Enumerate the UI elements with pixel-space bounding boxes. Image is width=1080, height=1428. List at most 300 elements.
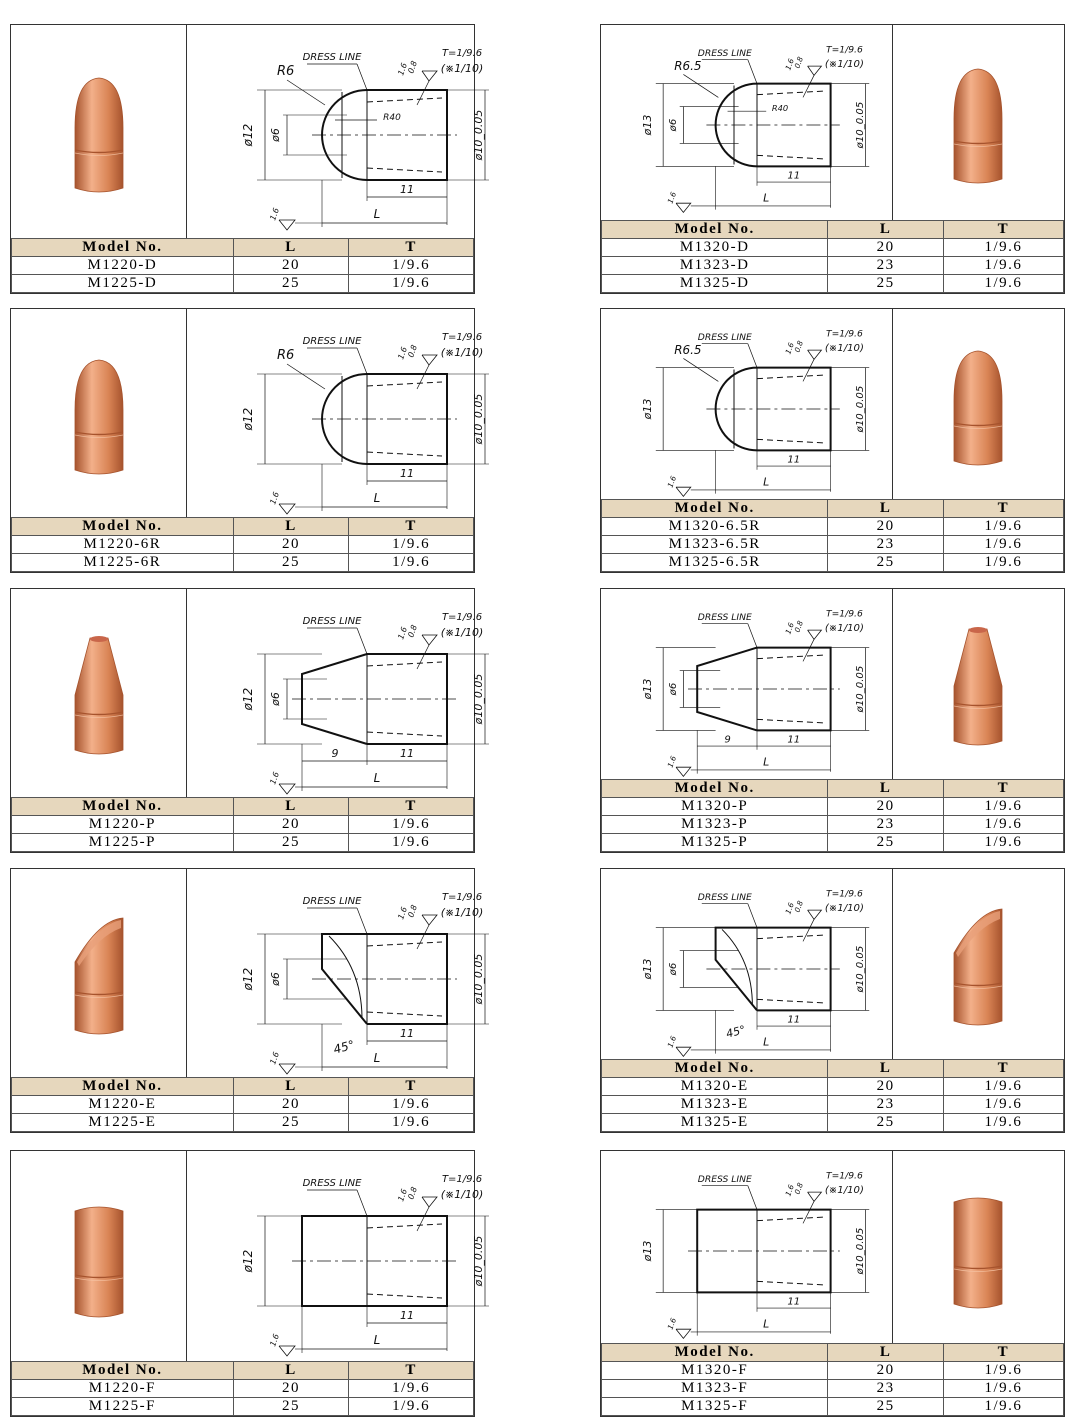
- shank-length-label: 11: [787, 170, 801, 182]
- roughness-label: 1.6: [268, 206, 282, 222]
- length-label: L: [373, 1051, 381, 1065]
- table-row: [12, 1114, 474, 1132]
- dress-line-label: DRESS LINE: [302, 1178, 362, 1189]
- tip-radius-label: R6: [277, 348, 295, 363]
- technical-drawing: [241, 892, 489, 1074]
- chamfer-angle-label: 45°: [331, 1037, 357, 1057]
- spec-table: [11, 1361, 474, 1416]
- technical-drawing: [241, 332, 489, 514]
- electrode-cap-photo: [75, 1207, 123, 1317]
- product-photo: [892, 309, 1064, 502]
- roughness-symbol: [422, 71, 437, 81]
- length-value: 25: [233, 275, 349, 293]
- length-label: L: [763, 191, 770, 205]
- product-card: [10, 868, 485, 1133]
- roughness-label: 1.6: [665, 474, 679, 489]
- dimension-drawing: [601, 589, 892, 782]
- table-row: [12, 1398, 474, 1416]
- table-row: [602, 816, 1064, 834]
- roughness-label: 1.6: [665, 1034, 679, 1049]
- dress-line-label: DRESS LINE: [697, 48, 752, 59]
- taper-value: 1/9.6: [349, 275, 474, 293]
- taper-header: T: [349, 239, 474, 257]
- length-value: 23: [828, 1380, 944, 1398]
- roughness-label: 1.6: [396, 625, 410, 641]
- spec-table: [601, 779, 1064, 852]
- body-diameter-label: ø13: [641, 1240, 655, 1262]
- body-diameter-label: ø13: [641, 678, 655, 700]
- shank-length-label: 11: [787, 454, 801, 466]
- roughness-label: 1.6: [783, 57, 796, 72]
- scale-label: (※1/10): [440, 1188, 484, 1201]
- taper-value: 1/9.6: [943, 1114, 1063, 1132]
- taper-hidden-line: [367, 662, 442, 666]
- model-no-header: Model No.: [12, 1078, 234, 1096]
- model-number: M1325-D: [602, 275, 828, 293]
- taper-value: 1/9.6: [943, 1096, 1063, 1114]
- taper-label: T=1/9.6: [825, 1170, 863, 1182]
- table-row: [12, 536, 474, 554]
- roughness-symbol: [422, 355, 437, 365]
- length-value: 20: [233, 816, 349, 834]
- product-photo: [892, 1151, 1064, 1346]
- dimension-drawing: [601, 869, 892, 1062]
- model-no-header: Model No.: [602, 221, 828, 239]
- dimension-drawing: [601, 1151, 892, 1346]
- scale-label: (※1/10): [824, 1185, 864, 1197]
- spec-table-header: [12, 1078, 474, 1096]
- tip-radius-label: R6.5: [674, 58, 702, 73]
- length-label: L: [373, 771, 381, 785]
- product-photo: [11, 1151, 186, 1364]
- dress-line-label: DRESS LINE: [302, 896, 362, 907]
- body-diameter-label: ø13: [641, 114, 655, 136]
- length-value: 20: [233, 536, 349, 554]
- electrode-cap-photo: [954, 1198, 1002, 1308]
- roughness-label: 1.6: [783, 341, 796, 356]
- electrode-cap-photo: [954, 909, 1002, 1025]
- table-row: [602, 1398, 1064, 1416]
- product-figure: [11, 309, 485, 520]
- spec-table: [601, 499, 1064, 572]
- length-label: L: [763, 1035, 770, 1049]
- taper-hidden-line: [757, 655, 826, 659]
- dress-line-label: DRESS LINE: [697, 1174, 752, 1185]
- roughness-label: 1.6: [783, 901, 796, 916]
- model-no-header: Model No.: [12, 239, 234, 257]
- taper-label: T=1/9.6: [441, 892, 483, 903]
- taper-label: T=1/9.6: [441, 332, 483, 343]
- dress-line-label: DRESS LINE: [302, 52, 362, 63]
- chamfer-angle-label: 45°: [724, 1023, 747, 1041]
- scale-label: (※1/10): [440, 62, 484, 75]
- chamfer-arc: [329, 936, 362, 1019]
- model-number: M1325-P: [602, 834, 828, 852]
- taper-value: 1/9.6: [349, 554, 474, 572]
- roughness-label: 1.6: [268, 1332, 282, 1348]
- model-number: M1320-E: [602, 1078, 828, 1096]
- electrode-cap-photo: [75, 78, 123, 192]
- product-photo: [11, 869, 186, 1080]
- spec-table: [601, 220, 1064, 293]
- dress-line-label: DRESS LINE: [302, 616, 362, 627]
- length-header: L: [233, 1078, 349, 1096]
- table-row: [602, 275, 1064, 293]
- roughness-label: 1.6: [396, 1187, 410, 1203]
- spec-table-header: [602, 780, 1064, 798]
- model-number: M1323-F: [602, 1380, 828, 1398]
- roughness-symbol: [808, 350, 822, 359]
- model-no-header: Model No.: [12, 1362, 234, 1380]
- model-number: M1220-E: [12, 1096, 234, 1114]
- product-figure: [601, 309, 1064, 502]
- taper-hidden-line: [757, 1217, 826, 1221]
- taper-label: T=1/9.6: [441, 48, 483, 59]
- length-header: L: [233, 518, 349, 536]
- model-number: M1320-F: [602, 1362, 828, 1380]
- model-no-header: Model No.: [12, 518, 234, 536]
- dimension-drawing: [601, 25, 892, 223]
- model-no-header: Model No.: [602, 500, 828, 518]
- model-no-header: Model No.: [602, 1060, 828, 1078]
- taper-header: T: [349, 1362, 474, 1380]
- roughness-symbol: [808, 1192, 822, 1201]
- model-number: M1225-E: [12, 1114, 234, 1132]
- taper-hidden-line: [757, 375, 826, 379]
- length-header: L: [233, 239, 349, 257]
- product-figure: [11, 25, 485, 241]
- taper-value: 1/9.6: [943, 1362, 1063, 1380]
- product-card: [600, 308, 1065, 573]
- taper-label: T=1/9.6: [825, 44, 863, 56]
- length-label: L: [373, 491, 381, 505]
- table-row: [602, 1114, 1064, 1132]
- body-diameter-label: ø13: [641, 958, 655, 980]
- model-number: M1320-6.5R: [602, 518, 828, 536]
- table-row: [602, 1096, 1064, 1114]
- roughness-symbol: [808, 66, 822, 75]
- shank-diameter-label: ø10_0.05: [854, 945, 866, 993]
- taper-value: 1/9.6: [943, 257, 1063, 275]
- body-diameter-label: ø12: [241, 687, 255, 711]
- taper-value: 1/9.6: [943, 275, 1063, 293]
- shank-diameter-label: ø10_0.05: [854, 1227, 866, 1275]
- length-label: L: [763, 1317, 770, 1331]
- cone-length-label: 9: [724, 734, 731, 746]
- technical-drawing: [641, 1170, 869, 1338]
- technical-drawing: [241, 1174, 489, 1356]
- shank-length-label: 11: [400, 747, 414, 760]
- body-diameter-label: ø12: [241, 407, 255, 431]
- cone-length-label: 9: [331, 747, 339, 760]
- model-number: M1323-P: [602, 816, 828, 834]
- spec-table-header: [12, 798, 474, 816]
- taper-header: T: [943, 500, 1063, 518]
- taper-label: T=1/9.6: [441, 612, 483, 623]
- model-number: M1323-E: [602, 1096, 828, 1114]
- model-number: M1220-6R: [12, 536, 234, 554]
- taper-value: 1/9.6: [943, 834, 1063, 852]
- product-photo: [11, 309, 186, 520]
- spec-table: [11, 517, 474, 572]
- product-figure: [601, 25, 1064, 223]
- tip-radius-label: R6: [277, 64, 295, 79]
- roughness-label: 1.6: [268, 1050, 282, 1066]
- technical-drawing: [641, 44, 869, 212]
- length-value: 20: [233, 257, 349, 275]
- technical-drawing: [241, 612, 489, 794]
- body-diameter-label: ø12: [241, 967, 255, 991]
- length-value: 23: [828, 1096, 944, 1114]
- roughness-symbol: [422, 1197, 437, 1207]
- table-row: [12, 834, 474, 852]
- taper-label: T=1/9.6: [825, 888, 863, 900]
- roughness-symbol: [808, 910, 822, 919]
- table-row: [602, 518, 1064, 536]
- length-header: L: [828, 780, 944, 798]
- taper-value: 1/9.6: [349, 816, 474, 834]
- shank-length-label: 11: [787, 1296, 801, 1308]
- roughness-symbol: [808, 630, 822, 639]
- inner-radius-label: R40: [383, 113, 401, 123]
- scale-label: (※1/10): [824, 903, 864, 915]
- length-header: L: [233, 1362, 349, 1380]
- shank-length-label: 11: [400, 1309, 414, 1322]
- taper-value: 1/9.6: [349, 257, 474, 275]
- inner-radius-label: R40: [771, 103, 789, 114]
- taper-hidden-line: [367, 732, 442, 736]
- taper-value: 1/9.6: [943, 536, 1063, 554]
- length-value: 23: [828, 536, 944, 554]
- taper-value: 1/9.6: [349, 1114, 474, 1132]
- taper-value: 1/9.6: [943, 1380, 1063, 1398]
- taper-value: 1/9.6: [349, 1398, 474, 1416]
- roughness-label: 1.6: [783, 621, 796, 636]
- product-figure: [11, 869, 485, 1080]
- dimension-drawing: [187, 25, 485, 241]
- taper-hidden-line: [757, 935, 826, 939]
- table-row: [12, 257, 474, 275]
- cap-tip-face: [90, 636, 108, 642]
- spec-table-header: [12, 239, 474, 257]
- taper-hidden-line: [757, 439, 826, 443]
- model-no-header: Model No.: [602, 780, 828, 798]
- dimension-drawing: [601, 309, 892, 502]
- table-row: [602, 257, 1064, 275]
- roughness-fine-label: 0.8: [406, 343, 420, 359]
- length-value: 20: [828, 1078, 944, 1096]
- roughness-fine-label: 0.8: [406, 1185, 420, 1201]
- taper-header: T: [943, 221, 1063, 239]
- scale-label: (※1/10): [824, 59, 864, 71]
- product-photo: [892, 25, 1064, 223]
- cap-body: [954, 69, 1002, 183]
- roughness-fine-label: 0.8: [792, 1181, 806, 1196]
- model-number: M1320-D: [602, 239, 828, 257]
- length-header: L: [828, 500, 944, 518]
- roughness-symbol: [676, 767, 691, 776]
- table-row: [602, 798, 1064, 816]
- roughness-symbol: [676, 203, 691, 212]
- roughness-fine-label: 0.8: [406, 59, 420, 75]
- technical-drawing: [641, 608, 869, 776]
- shank-diameter-label: ø10_0.05: [472, 673, 485, 725]
- product-card: [10, 1150, 485, 1417]
- cap-tip-face: [969, 627, 987, 633]
- length-value: 25: [233, 834, 349, 852]
- roughness-label: 1.6: [268, 770, 282, 786]
- taper-header: T: [349, 518, 474, 536]
- roughness-fine-label: 0.8: [792, 899, 806, 914]
- taper-hidden-line: [757, 91, 826, 95]
- dimension-drawing: [187, 1151, 485, 1364]
- roughness-fine-label: 0.8: [792, 619, 806, 634]
- spec-table: [601, 1343, 1064, 1416]
- scale-label: (※1/10): [824, 343, 864, 355]
- dress-line-label: DRESS LINE: [697, 612, 752, 623]
- roughness-label: 1.6: [268, 490, 282, 506]
- table-row: [602, 239, 1064, 257]
- product-card: [10, 24, 485, 294]
- length-value: 20: [828, 1362, 944, 1380]
- length-value: 25: [828, 275, 944, 293]
- shank-diameter-label: ø10_0.05: [472, 109, 485, 161]
- cap-body: [75, 638, 123, 754]
- taper-value: 1/9.6: [943, 239, 1063, 257]
- roughness-symbol: [279, 504, 295, 514]
- model-number: M1220-P: [12, 816, 234, 834]
- roughness-fine-label: 0.8: [406, 623, 420, 639]
- product-figure: [601, 589, 1064, 782]
- model-number: M1225-F: [12, 1398, 234, 1416]
- taper-hidden-line: [757, 999, 826, 1003]
- spec-table-header: [602, 1344, 1064, 1362]
- model-no-header: Model No.: [602, 1344, 828, 1362]
- cap-body: [954, 629, 1002, 745]
- electrode-cap-photo: [954, 351, 1002, 465]
- roughness-fine-label: 0.8: [792, 55, 806, 70]
- taper-value: 1/9.6: [943, 554, 1063, 572]
- table-row: [602, 536, 1064, 554]
- dress-line-label: DRESS LINE: [697, 892, 752, 903]
- roughness-label: 1.6: [396, 905, 410, 921]
- cap-body: [954, 1198, 1002, 1308]
- length-value: 20: [828, 798, 944, 816]
- taper-hidden-line: [757, 719, 826, 723]
- tip-diameter-label: ø6: [269, 972, 282, 986]
- length-value: 23: [828, 257, 944, 275]
- model-number: M1325-6.5R: [602, 554, 828, 572]
- model-number: M1325-E: [602, 1114, 828, 1132]
- chamfer-arc: [722, 929, 752, 1005]
- length-header: L: [233, 798, 349, 816]
- roughness-symbol: [676, 1047, 691, 1056]
- shank-length-label: 11: [400, 1027, 414, 1040]
- model-number: M1323-D: [602, 257, 828, 275]
- tip-diameter-label: ø6: [269, 692, 282, 706]
- length-label: L: [373, 1333, 381, 1347]
- length-value: 25: [828, 1114, 944, 1132]
- model-number: M1323-6.5R: [602, 536, 828, 554]
- shank-diameter-label: ø10_0.05: [854, 385, 866, 433]
- length-value: 23: [828, 816, 944, 834]
- body-diameter-label: ø12: [241, 1249, 255, 1273]
- taper-header: T: [349, 798, 474, 816]
- electrode-cap-photo: [75, 636, 123, 754]
- spec-table: [11, 797, 474, 852]
- dress-line-label: DRESS LINE: [697, 332, 752, 343]
- length-value: 25: [233, 1114, 349, 1132]
- roughness-symbol: [279, 220, 295, 230]
- length-value: 20: [233, 1380, 349, 1398]
- length-value: 20: [828, 239, 944, 257]
- tip-diameter-label: ø6: [668, 962, 680, 976]
- taper-value: 1/9.6: [349, 834, 474, 852]
- spec-table-header: [602, 221, 1064, 239]
- cap-body: [75, 1207, 123, 1317]
- taper-value: 1/9.6: [943, 1078, 1063, 1096]
- product-figure: [11, 589, 485, 800]
- product-photo: [892, 589, 1064, 782]
- tip-diameter-label: ø6: [668, 682, 680, 696]
- taper-value: 1/9.6: [943, 816, 1063, 834]
- roughness-symbol: [422, 915, 437, 925]
- shank-diameter-label: ø10_0.05: [854, 101, 866, 149]
- body-diameter-label: ø12: [241, 123, 255, 147]
- length-value: 25: [233, 1398, 349, 1416]
- shank-length-label: 11: [787, 1014, 801, 1026]
- table-row: [12, 275, 474, 293]
- tip-diameter-label: ø6: [269, 128, 282, 142]
- taper-value: 1/9.6: [349, 1096, 474, 1114]
- taper-value: 1/9.6: [943, 798, 1063, 816]
- length-value: 20: [828, 518, 944, 536]
- product-photo: [892, 869, 1064, 1062]
- roughness-symbol: [279, 1064, 295, 1074]
- taper-hidden-line: [367, 1224, 442, 1228]
- length-header: L: [828, 1344, 944, 1362]
- table-row: [12, 1096, 474, 1114]
- product-figure: [11, 1151, 485, 1364]
- table-row: [12, 816, 474, 834]
- spec-table-header: [602, 1060, 1064, 1078]
- roughness-fine-label: 0.8: [792, 339, 806, 354]
- product-photo: [11, 589, 186, 800]
- spec-table: [11, 238, 474, 293]
- model-number: M1220-D: [12, 257, 234, 275]
- product-figure: [601, 869, 1064, 1062]
- product-card: [10, 308, 485, 573]
- scale-label: (※1/10): [440, 346, 484, 359]
- product-card: [10, 588, 485, 853]
- taper-hidden-line: [367, 98, 442, 102]
- table-row: [602, 554, 1064, 572]
- taper-hidden-line: [757, 1281, 826, 1285]
- taper-hidden-line: [367, 382, 442, 386]
- shank-diameter-label: ø10_0.05: [854, 665, 866, 713]
- shank-length-label: 11: [787, 734, 801, 746]
- product-photo: [11, 25, 186, 241]
- spec-table-header: [12, 1362, 474, 1380]
- scale-label: (※1/10): [824, 623, 864, 635]
- shank-length-label: 11: [400, 183, 414, 196]
- technical-drawing: [241, 48, 489, 230]
- roughness-label: 1.6: [783, 1183, 796, 1198]
- table-row: [602, 834, 1064, 852]
- table-row: [12, 1380, 474, 1398]
- product-card: [600, 1150, 1065, 1417]
- roughness-label: 1.6: [396, 345, 410, 361]
